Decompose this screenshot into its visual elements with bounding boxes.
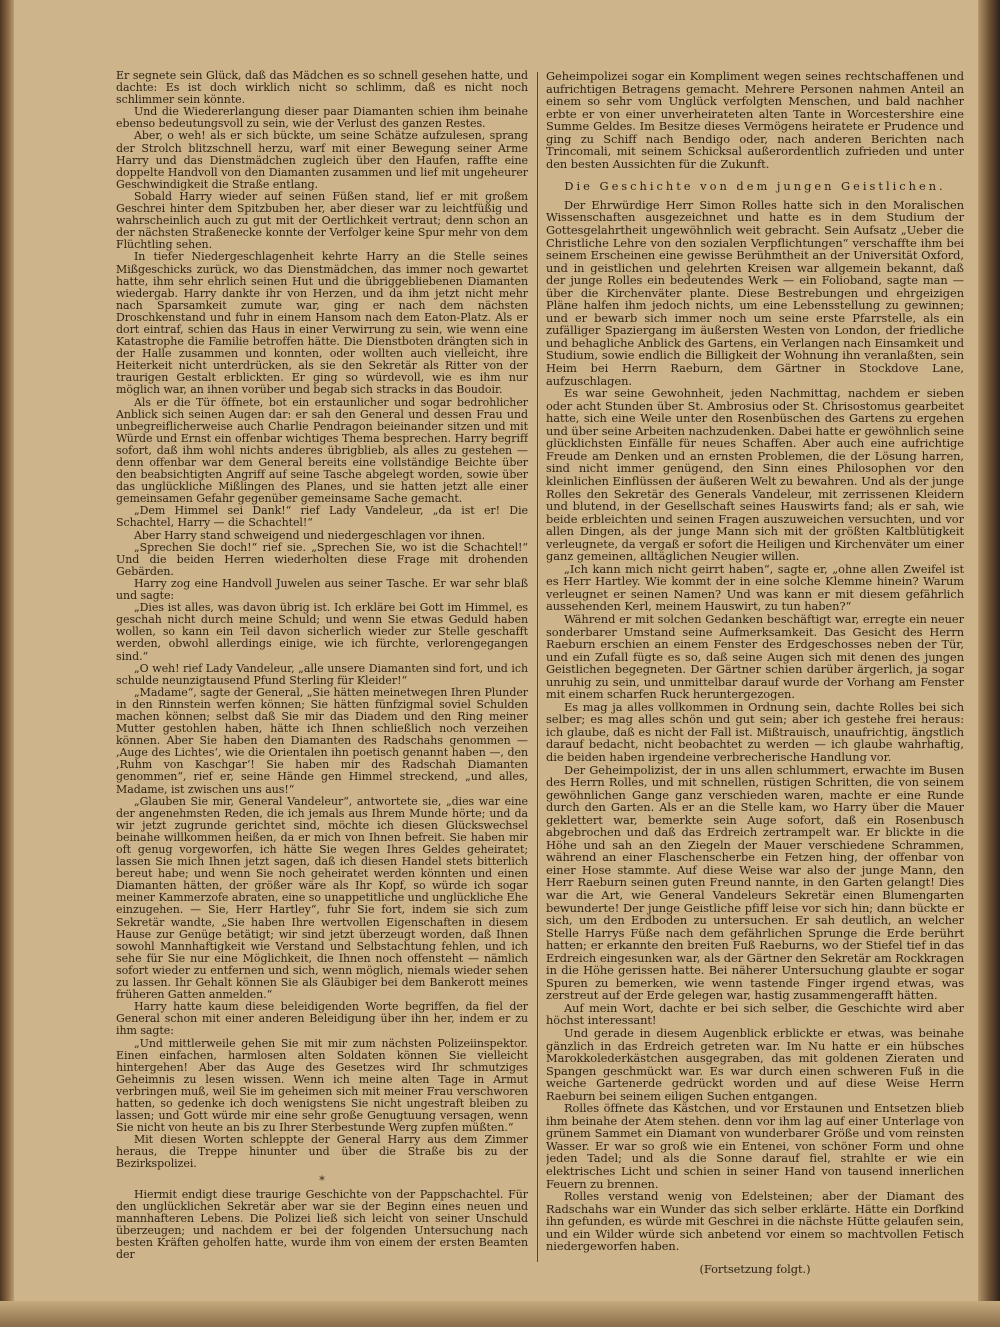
paragraph: Es war seine Gewohnheit, jeden Nachmittag, nachdem er sieben oder acht Stunden über St. Ambrosius oder St. Chrisostomus gearbeitet hatte, sich eine Weile unter den Rosenbüschen des Gartens zu ergehen und über seine Arbeiten nachzudenken. Dabei hatte er gewöhnlich seine glücklichsten Einfälle für neues Schaffen. Aber auch eine aufrichtige Freude am Denken und an ernsten Problemen, die der Lösung harren, sind nicht immer genügend, den Sinn eines Philosophen vor den kleinlichen Einflüssen der äußeren Welt zu bewahren. Und als der junge Rolles den Sekretär des Generals Vandeleur, mit zerrissenen Kleidern und blutend, in der Gesellschaft seines Hauswirts fand; als er sah, wie beide erbleichten und seinen Fragen auszuweichen versuchten, und vor allen Dingen, als der junge Mann sich mit der größten Kaltblütigkeit verleugnete, da vergaß er sofort die Heiligen und Kirchenväter um einer ganz gemeinen, alltäglichen Neugier willen.: [546, 386, 964, 564]
paragraph: „Dem Himmel sei Dank!“ rief Lady Vandeleur, „da ist er! Die Schachtel, Harry — die Schachtel!“: [116, 504, 528, 530]
paragraph: Harry hatte kaum diese beleidigenden Worte begriffen, da fiel der General schon mit einer anderen Beleidigung über ihn her, indem er zu ihm sagte:: [116, 1000, 528, 1038]
continuation-note: (Fortsetzung folgt.): [699, 1261, 811, 1276]
paragraph: Während er mit solchen Gedanken beschäftigt war, erregte ein neuer sonderbarer Umstand seine Aufmerksamkeit. Das Gesicht des Herrn Raeburn erschien an einem Fenster des Erdgeschosses neben der Tür, und ein Zufall fügte es so, daß seine Augen sich mit denen des jungen Geistlichen begegneten. Der Gärtner schien darüber ärgerlich, ja sogar unruhig zu sein, und unmittelbar darauf wurde der Vorhang am Fenster mit einem scharfen Ruck heruntergezogen.: [546, 611, 964, 702]
paragraph: Mit diesen Worten schleppte der General Harry aus dem Zimmer heraus, die Treppe hinunter und über die Straße bis zu der Bezirkspolizei.: [116, 1133, 528, 1171]
paragraph: Der Ehrwürdige Herr Simon Rolles hatte sich in den Moralischen Wissenschaften ausgezeichnet und hatte es in dem Studium der Gottesgelahrtheit ungewöhnlich weit gebracht. Sein Aufsatz „Ueber die Christliche Lehre von den sozialen Verpflichtungen“ verschaffte ihm bei seinem Erscheinen eine gewisse Berühmtheit an der Universität Oxford, und in geistlichen und gelehrten Kreisen war allgemein bekannt, daß der junge Rolles ein bedeutendes Werk — ein Folioband, sagte man — über die Kirchenväter plante. Diese Bestrebungen und ehrgeizigen Pläne halfen ihm jedoch nichts, um eine Lebensstellung zu gewinnen; und er bewarb sich immer noch um seine erste Pfarrstelle, als ein zufälliger Spaziergang im äußersten Westen von London, der friedliche und behagliche Anblick des Gartens, ein Verlangen nach Einsamkeit und Studium, sowie endlich die Billigkeit der Wohnung ihn veranlaßten, sein Heim bei Herrn Raeburn, dem Gärtner in Stockdove Lane, aufzuschlagen.: [546, 197, 964, 388]
paragraph: Es mag ja alles vollkommen in Ordnung sein, dachte Rolles bei sich selber; es mag alles schön und gut sein; aber ich gestehe frei heraus: ich glaube, daß es nicht der Fall ist. Mißtrauisch, unaufrichtig, ängstlich darauf bedacht, nicht beobachtet zu werden — ich glaube wahrhaftig, die beiden haben irgendeine verbrecherische Handlung vor.: [546, 699, 964, 764]
section-heading: Die Geschichte von dem jungen Geistlichen.: [564, 179, 946, 194]
paragraph: In tiefer Niedergeschlagenheit kehrte Harry an die Stelle seines Mißgeschicks zurück, wo das Dienstmädchen, das immer noch gewartet hatte, ihm sehr ehrlich seinen Hut und die übriggebliebenen Diamanten wiedergab. Harry dankte ihr von Herzen, und da ihm jetzt nicht mehr nach Sparsamkeit zumute war, ging er nach dem nächsten Droschkenstand und fuhr in einem Hansom nach dem Eaton-Platz. Als er dort eintraf, schien das Haus in einer Verwirrung zu sein, wie wenn eine Katastrophe die Familie betroffen hätte. Die Dienstboten drängten sich in der Halle zusammen und konnten, oder wollten auch vielleicht, ihre Heiterkeit nicht unterdrücken, als sie den Sekretär als Ritter von der traurigen Gestalt erblickten. Er ging so würdevoll, wie es ihm nur möglich war, an ihnen vorüber und begab sich stracks in das Boudoir.: [116, 250, 528, 397]
paragraph: „Und mittlerweile gehen Sie mit mir zum nächsten Polizeiinspektor. Einen einfachen, harmlosen alten Soldaten können Sie vielleicht hintergehen! Aber das Auge des Gesetzes wird Ihr schmutziges Geheimnis zu lesen wissen. Wenn ich meine alten Tage in Armut verbringen muß, weil Sie im geheimen sich mit meiner Frau verschworen hatten, so gedenke ich doch wenigstens Sie nicht ungestraft bleiben zu lassen; und Gott würde mir eine sehr große Genugtuung versagen, wenn Sie nicht von heute an bis zu Ihrer Sterbestunde Werg zupfen müßten.“: [116, 1036, 528, 1135]
column-rule: [537, 72, 538, 1262]
paragraph: „Sprechen Sie doch!“ rief sie. „Sprechen Sie, wo ist die Schachtel!“ Und die beiden Herren wiederholten diese Frage mit drohenden Gebärden.: [116, 540, 528, 578]
paragraph: Und gerade in diesem Augenblick erblickte er etwas, was beinahe gänzlich in das Erdreich getreten war. Im Nu hatte er ein hübsches Marokkolederkästchen ausgegraben, das mit goldenen Zieraten und Spangen geschmückt war. Es war durch einen schweren Fuß in die weiche Gartenerde gedrückt worden und auf diese Weise Herrn Raeburn bei seinem eiligen Suchen entgangen.: [546, 1026, 964, 1103]
paragraph: „Glauben Sie mir, General Vandeleur“, antwortete sie, „dies war eine der angenehmsten Reden, die ich jemals aus Ihrem Munde hörte; und da wir jetzt zugrunde gerichtet sind, möchte ich diesen Glückswechsel beinahe willkommen heißen, da er mich von Ihnen befreit. Sie haben mir oft genug vorgeworfen, ich hätte Sie wegen Ihres Geldes geheiratet; lassen Sie mich Ihnen jetzt sagen, daß ich diesen Handel stets bitterlich bereut habe; und wenn Sie noch geheiratet werden könnten und einen Diamanten hätten, der größer wäre als Ihr Kopf, so würde ich sogar meiner Kammerzofe abraten, eine so unappetitliche und unglückliche Ehe einzugehen. — Sie, Herr Hartley“, fuhr Sie fort, indem sie sich zum Sekretär wandte, „Sie haben Ihre wertvollen Eigenschaften in diesem Hause zur Genüge betätigt; wir sind jetzt überzeugt worden, daß Ihnen sowohl Mannhaftigkeit wie Verstand und Selbstachtung fehlen, und ich sehe für Sie nur eine Möglichkeit, die Ihnen noch offensteht — nämlich sofort wieder zu entfernen und sich, wenn möglich, niemals wieder sehen zu lassen. Ihr Gehalt können Sie als Gläubiger bei dem Bankerott meines früheren Gatten anmelden.“: [116, 794, 528, 1002]
paragraph: Auf mein Wort, dachte er bei sich selber, die Geschichte wird aber höchst interessant!: [546, 1000, 964, 1028]
paragraph: Aber, o weh! als er sich bückte, um seine Schätze aufzulesen, sprang der Strolch blitzschnell herzu, warf mit einer Bewegung seiner Arme Harry und das Dienstmädchen zugleich über den Haufen, raffte eine doppelte Handvoll von den Diamanten zusammen und lief mit ungeheurer Geschwindigkeit die Straße entlang.: [116, 129, 528, 191]
paragraph: Rolles verstand wenig von Edelsteinen; aber der Diamant des Radschahs war ein Wunder das sich selber erklärte. Hätte ein Dorfkind ihn gefunden, es würde mit Geschrei in die nächste Hütte gelaufen sein, und ein Wilder würde sich anbetend vor einem so machtvollen Fetisch niedergeworfen haben.: [546, 1189, 964, 1254]
paragraph: Harry zog eine Handvoll Juwelen aus seiner Tasche. Er war sehr blaß und sagte:: [116, 576, 528, 603]
paragraph: Hiermit endigt diese traurige Geschichte von der Pappschachtel. Für den unglücklichen Sekretär aber war sie der Beginn eines neuen und mannhafteren Lebens. Die Polizei ließ sich leicht von seiner Unschuld überzeugen; und nachdem er bei der folgenden Untersuchung nach besten Kräften geholfen hatte, wurde ihm von einem der ersten Beamten der: [116, 1187, 528, 1262]
right-text-column: [546, 70, 964, 1280]
paragraph: Der Geheimpolizist, der in uns allen schlummert, erwachte im Busen des Herrn Rolles, und mit schnellen, rüstigen Schritten, die von seinem gewöhnlichen Gange ganz verschieden waren, machte er eine Runde durch den Garten. Als er an die Stelle kam, wo Harry über die Mauer geklettert war, bemerkte sein Auge sofort, daß ein Rosenbusch abgebrochen und daß das Erdreich zertrampelt war. Er blickte in die Höhe und sah an den Ziegeln der Mauer verschiedene Schrammen, während an einer Flaschenscherbe ein Fetzen hing, der offenbar von einer Hose stammte. Auf diese Weise war also der junge Mann, den Herr Raeburn seinen guten Freund nannte, in den Garten gelangt! Dies war die Art, wie General Vandeleurs Sekretär einen Blumengarten bewunderte! Der junge Geistliche pfiff leise vor sich hin; dann bückte er sich, um den Erdboden zu untersuchen. Er sah deutlich, an welcher Stelle Harrys Füße nach dem gefährlichen Sprunge die Erde berührt hatten; er erkannte den breiten Fuß Raeburns, wo der Stiefel tief in das Erdreich eingesunken war, als der Gärtner den Sekretär am Rockkragen in die Höhe gerissen hatte. Bei näherer Untersuchung glaubte er sogar Spuren zu bemerken, wie wenn tastende Finger irgend etwas, was zerstreut auf der Erde gelegen war, hastig zusammengerafft hätten.: [546, 762, 964, 1003]
paragraph: „Madame“, sagte der General, „Sie hätten meinetwegen Ihren Plunder in den Rinnstein werfen können; Sie hätten fünfzigmal soviel Schulden machen können; selbst daß Sie mir das Diadem und den Ring meiner Mutter gestohlen haben, hätte ich Ihnen schließlich noch verzeihen können. Aber Sie haben den Diamanten des Radschahs genommen — ,Auge des Lichtes‘, wie die Orientalen ihn poetisch genannt haben —, den ,Ruhm von Kaschgar‘! Sie haben mir des Radschah Diamanten genommen“, rief er, seine Hände gen Himmel streckend, „und alles, Madame, ist zwischen uns aus!“: [116, 685, 528, 796]
paragraph: „Dies ist alles, was davon übrig ist. Ich erkläre bei Gott im Himmel, es geschah nicht durch meine Schuld; und wenn Sie etwas Geduld haben wollen, so kann ein Teil davon sicherlich wieder zur Stelle geschafft werden, obwohl allerdings einige, wie ich fürchte, verlorengegangen sind.“: [116, 601, 528, 663]
page-bottom-edge: [0, 1301, 1000, 1327]
paragraph: Als er die Tür öffnete, bot ein erstaunlicher und sogar bedrohlicher Anblick sich seinen Augen dar: er sah den General und dessen Frau und unbegreiflicherweise auch Charlie Pendragon beieinander sitzen und mit Würde und Ernst ein offenbar wichtiges Thema besprechen. Harry begriff sofort, daß ihm wohl nichts anderes übrigblieb, als alles zu gestehen — denn offenbar war dem General bereits eine vollständige Beichte über den beabsichtigten Angriff auf seine Tasche abgelegt worden, sowie über das unglückliche Mißlingen des Planes, und sie hatten jetzt alle einer gemeinsamen Gefahr gegenüber gemeinsame Sache gemacht.: [116, 395, 528, 506]
paragraph: Geheimpolizei sogar ein Kompliment wegen seines rechtschaffenen und aufrichtigen Betragens gemacht. Mehrere Personen nahmen Anteil an einem so sehr vom Unglück verfolgten Menschen, und bald nachher erbte er von einer unverheirateten alten Tante in Worcestershire eine Summe Geldes. Im Besitze dieses Vermögens heiratete er Prudence und ging zu Schiff nach Bendigo oder, nach anderen Berichten nach Trincomali, mit seinem Schicksal außerordentlich zufrieden und unter den besten Aussichten für die Zukunft.: [546, 70, 964, 171]
left-text-column: [116, 70, 528, 1280]
binding-edge: [0, 0, 14, 1327]
section-divider: *: [319, 1173, 325, 1187]
paragraph: Rolles öffnete das Kästchen, und vor Erstaunen und Entsetzen blieb ihm beinahe der Atem stehen. denn vor ihm lag auf einer Unterlage von grünem Sammet ein Diamant von wunderbarer Größe und vom reinsten Wasser. Er war so groß wie ein Entenei, von schöner Form und ohne jeden Tadel; und als die Sonne darauf fiel, strahlte er wie ein elektrisches Licht und schien in seiner Hand von tausend innerlichen Feuern zu brennen.: [546, 1101, 964, 1191]
page-edge-shadow: [978, 0, 1000, 1327]
paragraph: „O weh! rief Lady Vandeleur, „alle unsere Diamanten sind fort, und ich schulde neunzigtausend Pfund Sterling für Kleider!“: [116, 661, 528, 687]
paragraph: Sobald Harry wieder auf seinen Füßen stand, lief er mit großem Geschrei hinter dem Spitzbuben her, aber dieser war zu leichtfüßig und wahrscheinlich auch zu gut mit der Oertlichkeit vertraut; denn schon an der nächsten Straßenecke konnte der Verfolger keine Spur mehr von dem Flüchtling sehen.: [116, 189, 528, 252]
paragraph: Und die Wiedererlangung dieser paar Diamanten schien ihm beinahe ebenso bedeutungsvoll zu sein, wie der Verlust des ganzen Restes.: [116, 105, 528, 131]
paragraph: „Ich kann mich nicht geirrt haben“, sagte er, „ohne allen Zweifel ist es Herr Hartley. Wie kommt der in eine solche Klemme hinein? Warum verleugnet er seinen Namen? Und was kann er mit diesem gefährlich aussehenden Kerl, meinem Hauswirt, zu tun haben?“: [546, 561, 964, 614]
paragraph: Aber Harry stand schweigend und niedergeschlagen vor ihnen.: [134, 528, 486, 542]
paragraph: Er segnete sein Glück, daß das Mädchen es so schnell gesehen hatte, und dachte: Es ist doch wirklich nicht so schlimm, daß es nicht noch schlimmer sein könnte.: [116, 70, 528, 107]
